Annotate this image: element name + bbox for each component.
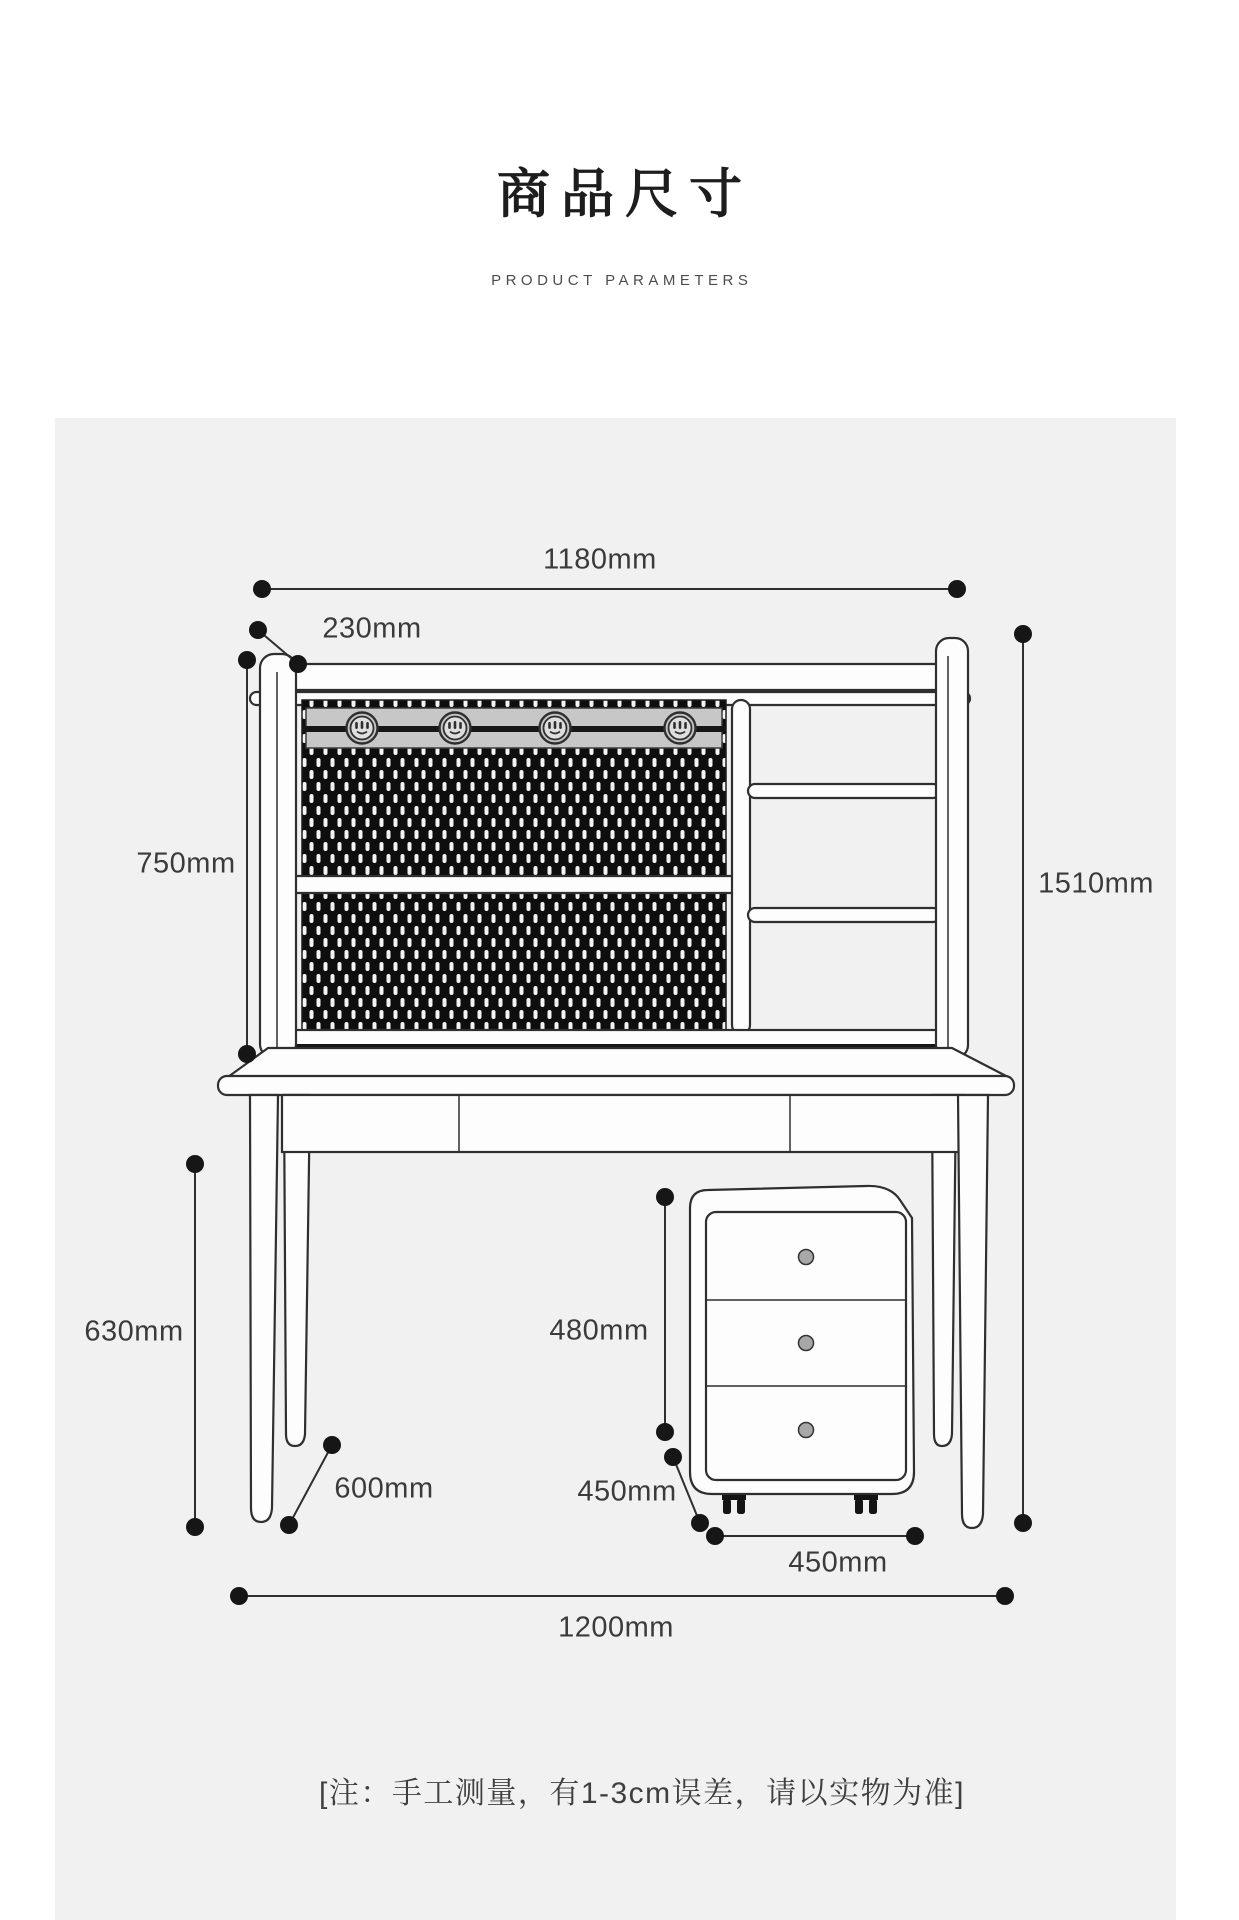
dim-label-desk-depth: 600mm — [334, 1472, 434, 1505]
pegboard — [302, 700, 726, 1034]
desk-drawers — [282, 1095, 965, 1152]
hutch-left-post — [260, 654, 296, 1058]
dim-label-desk-width: 1200mm — [558, 1611, 674, 1644]
caster-wheel-icon — [722, 1495, 746, 1514]
hutch-right-post — [936, 638, 968, 1058]
dim-label-cabinet-width: 450mm — [788, 1546, 888, 1579]
power-outlet-icon — [440, 713, 471, 744]
dim-label-cabinet-depth: 450mm — [577, 1475, 677, 1508]
dim-label-overall-height: 1510mm — [1038, 867, 1154, 900]
dim-label-top-shelf-depth: 230mm — [322, 612, 422, 645]
dim-label-hutch-height: 750mm — [136, 847, 236, 880]
measurement-note: [注：手工测量，有1-3cm误差，请以实物为准] — [318, 1777, 966, 1810]
page-title: 商品尺寸 — [497, 165, 753, 224]
desk-top-front-edge — [218, 1076, 1014, 1095]
dim-label-leg-height: 630mm — [84, 1315, 184, 1348]
mobile-cabinet — [690, 1186, 914, 1514]
desk-top-surface — [228, 1048, 1008, 1077]
side-shelf-lower — [748, 908, 940, 922]
hutch-top-board — [270, 664, 950, 690]
hutch — [250, 638, 970, 1058]
desk-leg-front-right — [958, 1095, 988, 1528]
dim-label-hutch-width: 1180mm — [543, 543, 657, 576]
caster-wheel-icon — [854, 1495, 878, 1514]
power-outlet-icon — [540, 713, 571, 744]
power-outlet-icon — [665, 713, 696, 744]
cabinet-knob — [799, 1250, 814, 1265]
desk-leg-front-left — [250, 1095, 278, 1522]
side-shelf-upper — [748, 784, 940, 798]
power-outlet-icon — [347, 713, 378, 744]
page-subtitle: PRODUCT PARAMETERS — [491, 272, 753, 289]
pegboard-mid-rail — [284, 876, 742, 893]
power-strip — [302, 708, 726, 748]
dim-label-cabinet-height: 480mm — [549, 1314, 649, 1347]
cabinet-knob — [799, 1423, 814, 1438]
shelf-divider-post — [732, 700, 750, 1034]
cabinet-knob — [799, 1336, 814, 1351]
